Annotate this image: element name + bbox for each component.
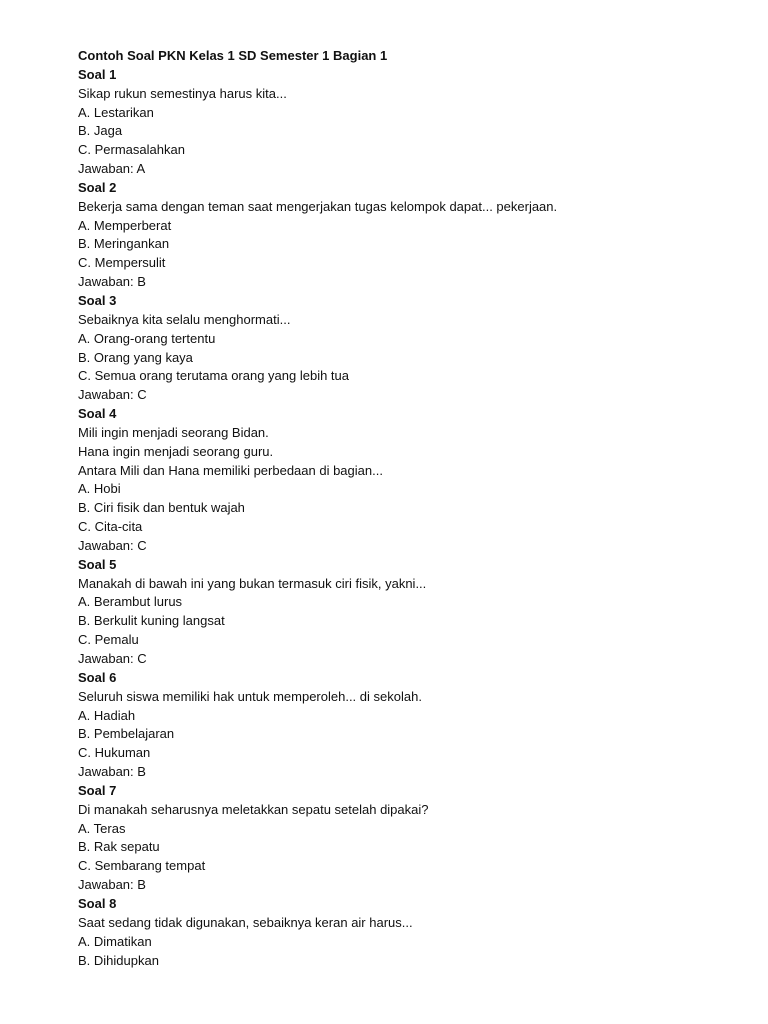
option-b: B. Dihidupkan	[78, 952, 159, 968]
question-text: Manakah di bawah ini yang bukan termasuk ciri fisik, yakni...	[78, 575, 427, 591]
answer-text: Jawaban: B	[78, 274, 146, 290]
question-block-7	[78, 782, 718, 895]
option-c: C. Hukuman	[78, 745, 151, 761]
question-heading: Soal 6	[78, 669, 117, 685]
option-c: C. Sembarang tempat	[78, 858, 206, 874]
option-c: C. Semua orang terutama orang yang lebih tua	[78, 368, 350, 384]
option-b: B. Orang yang kaya	[78, 349, 193, 365]
document-page	[78, 47, 718, 970]
option-c: C. Permasalahkan	[78, 142, 185, 158]
question-heading: Soal 4	[78, 406, 117, 422]
option-b: B. Berkulit kuning langsat	[78, 613, 225, 629]
question-text: Hana ingin menjadi seorang guru.	[78, 443, 274, 459]
option-a: A. Berambut lurus	[78, 594, 183, 610]
question-heading: Soal 2	[78, 179, 117, 195]
option-b: B. Pembelajaran	[78, 726, 175, 742]
option-a: A. Lestarikan	[78, 104, 154, 120]
question-block-2	[78, 179, 718, 292]
question-text: Antara Mili dan Hana memiliki perbedaan di bagian...	[78, 462, 383, 478]
document-title: Contoh Soal PKN Kelas 1 SD Semester 1 Bagian 1	[78, 48, 388, 63]
option-c: C. Mempersulit	[78, 255, 166, 271]
question-heading: Soal 1	[78, 66, 117, 82]
option-b: B. Rak sepatu	[78, 839, 160, 855]
question-block-4	[78, 405, 718, 556]
question-heading: Soal 5	[78, 556, 117, 572]
option-a: A. Orang-orang tertentu	[78, 330, 216, 346]
option-a: A. Memperberat	[78, 217, 172, 233]
question-text: Bekerja sama dengan teman saat mengerjakan tugas kelompok dapat... pekerjaan.	[78, 198, 558, 214]
question-text: Saat sedang tidak digunakan, sebaiknya keran air harus...	[78, 914, 413, 930]
question-heading: Soal 8	[78, 895, 117, 911]
option-a: A. Hobi	[78, 481, 121, 497]
answer-text: Jawaban: C	[78, 537, 147, 553]
question-text: Di manakah seharusnya meletakkan sepatu setelah dipakai?	[78, 801, 429, 817]
question-text: Sebaiknya kita selalu menghormati...	[78, 311, 291, 327]
question-block-1	[78, 66, 718, 179]
option-a: A. Teras	[78, 820, 126, 836]
answer-text: Jawaban: C	[78, 651, 147, 666]
question-block-6	[78, 669, 718, 782]
option-c: C. Cita-cita	[78, 519, 143, 535]
question-block-8	[78, 895, 718, 970]
question-block-5	[78, 556, 718, 669]
option-a: A. Hadiah	[78, 707, 136, 723]
option-b: B. Ciri fisik dan bentuk wajah	[78, 500, 245, 516]
question-text: Sikap rukun semestinya harus kita...	[78, 85, 287, 101]
option-b: B. Jaga	[78, 123, 123, 139]
question-block-3	[78, 292, 718, 405]
option-c: C. Pemalu	[78, 632, 139, 648]
answer-text: Jawaban: C	[78, 387, 147, 403]
answer-text: Jawaban: A	[78, 161, 146, 177]
question-heading: Soal 7	[78, 782, 117, 798]
answer-text: Jawaban: B	[78, 764, 146, 780]
answer-text: Jawaban: B	[78, 877, 146, 893]
question-text: Seluruh siswa memiliki hak untuk memperoleh... di sekolah.	[78, 688, 422, 704]
question-text: Mili ingin menjadi seorang Bidan.	[78, 424, 269, 440]
option-b: B. Meringankan	[78, 236, 170, 252]
question-heading: Soal 3	[78, 292, 117, 308]
option-a: A. Dimatikan	[78, 933, 152, 949]
